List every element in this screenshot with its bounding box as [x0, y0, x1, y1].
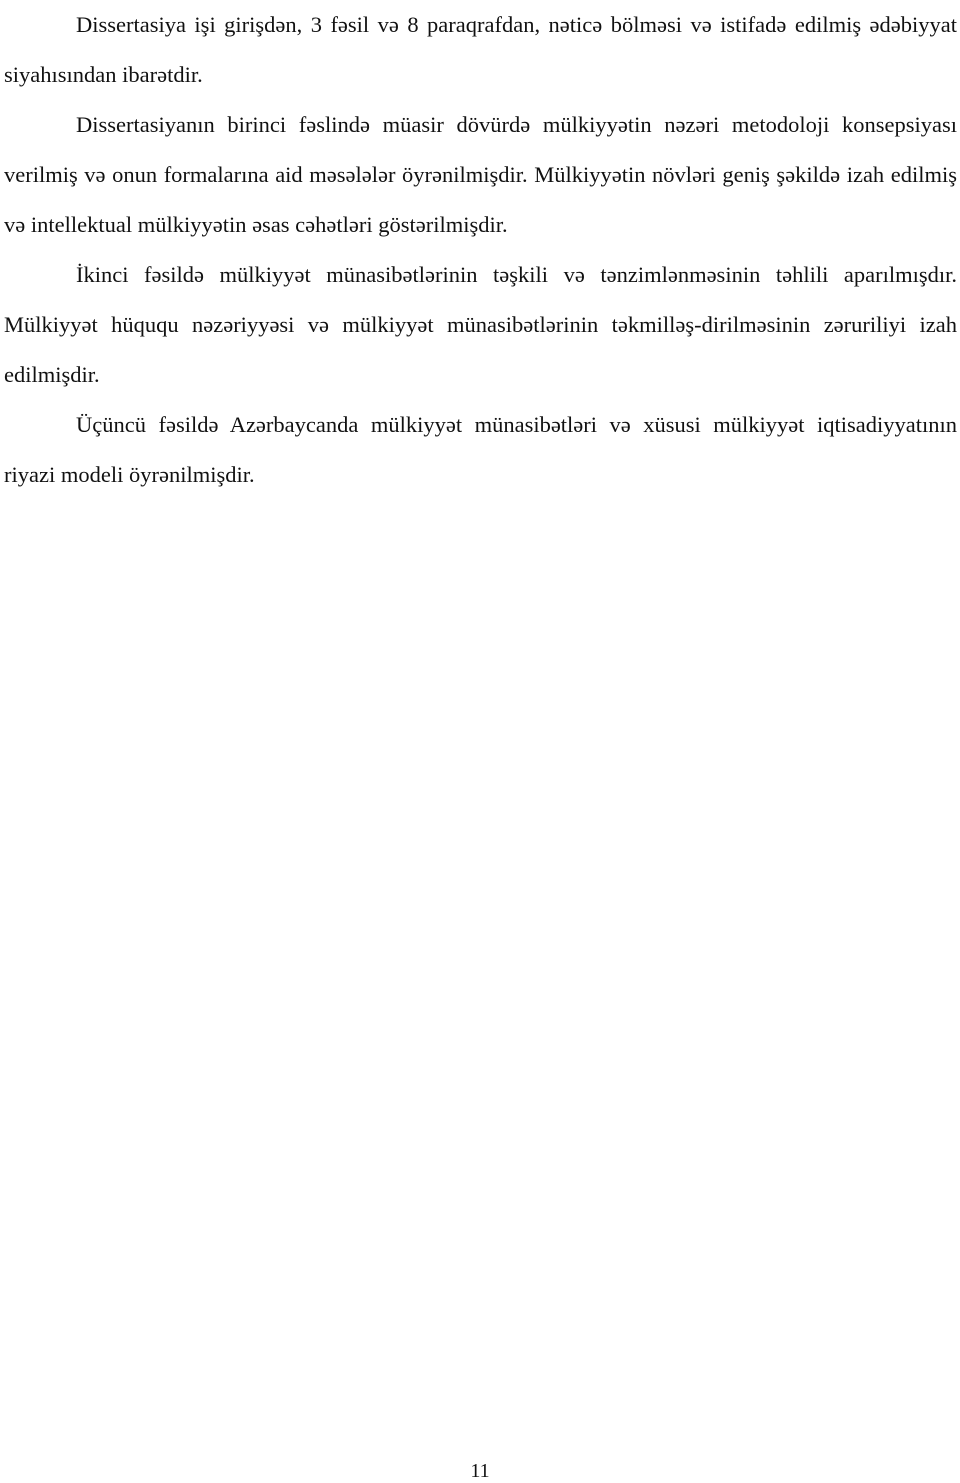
paragraph-structure: Dissertasiya işi girişdən, 3 fəsil və 8 paraqrafdan, nəticə bölməsi və istifadə edilmiş ədəbiyyat siyahısından ibarətdir. — [4, 12, 957, 87]
page-number: 11 — [470, 1460, 490, 1482]
paragraph-chapter-one: Dissertasiyanın birinci fəslində müasir dövürdə mülkiyyətin nəzəri metodoloji konsepsiyası verilmiş və onun formalarına aid məsələlər öyrənilmişdir. Mülkiyyətin növləri geniş şəkildə izah edilmiş və intellektual mülkiyyətin əsas cəhətləri göstərilmişdir. — [4, 112, 957, 237]
paragraph-chapter-two: İkinci fəsildə mülkiyyət münasibətlərinin təşkili və tənzimlənməsinin təhlili aparılmışdır. Mülkiyyət hüququ nəzəriyyəsi və mülkiyyət münasibətlərinin təkmilləş-dirilməsinin zəruriliyi izah edilmişdir. — [4, 262, 957, 387]
paragraph-chapter-three: Üçüncü fəsildə Azərbaycanda mülkiyyət münasibətləri və xüsusi mülkiyyət iqtisadiyyatının riyazi modeli öyrənilmişdir. — [4, 412, 957, 487]
body-text — [4, 0, 957, 500]
